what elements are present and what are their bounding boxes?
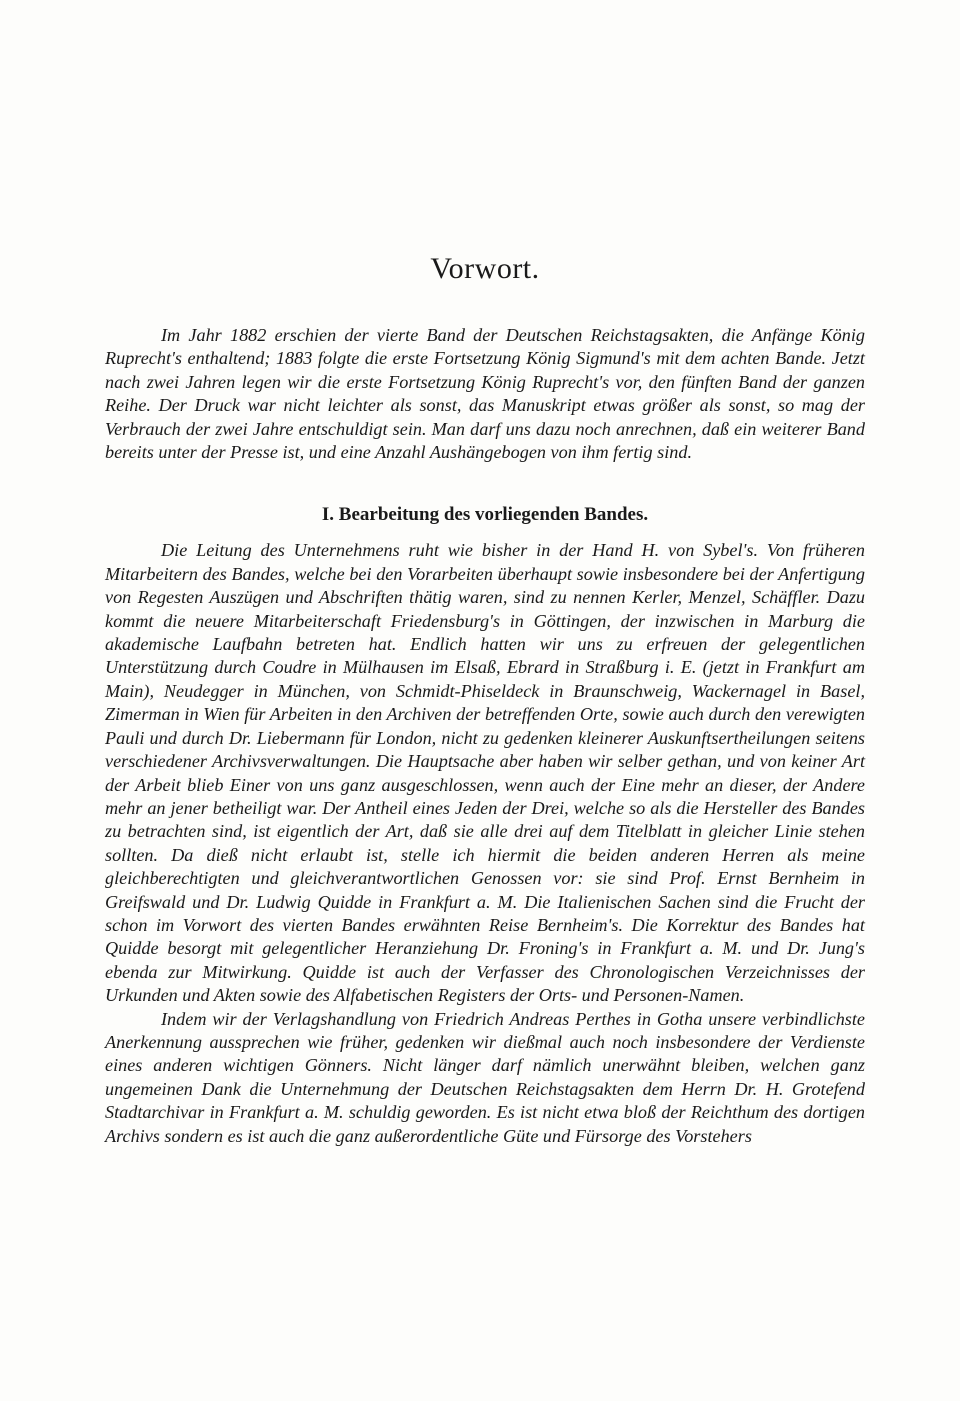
document-page [105,252,865,1148]
intro-paragraph: Im Jahr 1882 erschien der vierte Band der Deutschen Reichstagsakten, die Anfänge König Ruprecht's enthaltend; 1883 folgte die erste Fortsetzung König Sigmund's mit dem achten Bande. Jetzt nach zwei Jahren legen wir die erste Fortsetzung König Ruprecht's vor, den fünften Band der ganzen Reihe. Der Druck war nicht leichter als sonst, das Manuskript etwas größer als sonst, so mag der Verbrauch der zwei Jahre entschuldigt sein. Man darf uns dazu noch anrechnen, daß ein weiterer Band bereits unter der Presse ist, und eine Anzahl Aushängebogen von ihm fertig sind. [105,325,865,463]
body-paragraph-2: Indem wir der Verlagshandlung von Friedrich Andreas Perthes in Gotha unsere verbindlichste Anerkennung aussprechen wie früher, gedenken wir dießmal auch noch insbesondere der Verdienste eines anderen wichtigen Gönners. Nicht länger darf nämlich unerwähnt bleiben, welchen ganz ungemeinen Dank die Unternehmung der Deutschen Reichstagsakten dem Herrn Dr. H. Grotefend Stadtarchivar in Frankfurt a. M. schuldig geworden. Es ist nicht etwa bloß der Reichthum des dortigen Archivs sondern es ist auch die ganz außerordentliche Güte und Fürsorge des Vorstehers [105,1008,865,1146]
page-title: Vorwort. [430,252,540,285]
section-heading: I. Bearbeitung des vorliegenden Bandes. [321,504,649,526]
body-paragraph-1: Die Leitung des Unternehmens ruht wie bisher in der Hand H. von Sybel's. Von früheren Mitarbeitern des Bandes, welche bei den Vorarbeiten überhaupt sowie insbesondere bei der Anfertigung von Regesten Auszügen und Abschriften thätig waren, sind zu nennen Kerler, Menzel, Schäffler. Dazu kommt die neuere Mitarbeiterschaft Friedensburg's in Göttingen, der inzwischen in Marburg die akademische Laufbahn betreten hat. Endlich hatten wir uns zu erfreuen der gelegentlichen Unterstützung durch Coudre in Mülhausen im Elsaß, Ebrard in Straßburg i. E. (jetzt in Frankfurt am Main), Neudegger in München, von Schmidt-Phiseldeck in Braunschweig, Wackernagel in Basel, Zimerman in Wien für Arbeiten in den Archiven der betreffenden Orte, sowie auch durch den verewigten Pauli und durch Dr. Liebermann für London, nicht zu gedenken kleinerer Auskunftsertheilungen seitens verschiedener Archivsverwaltungen. Die Hauptsache aber haben wir selber gethan, und von keiner Art der Arbeit blieb Einer von uns ganz ausgeschlossen, wenn auch der Eine mehr an dieser, der Andere mehr an jener betheiligt war. Der Antheil eines Jeden der Drei, welche so als die Hersteller des Bandes zu betrachten sind, ist eigentlich der Art, daß sie alle drei auf dem Titelblatt in gleicher Linie stehen sollten. Da dieß nicht erlaubt ist, stelle ich hiermit die beiden anderen Herren als meine gleichberechtigten und gleichverantwortlichen Genossen vor: sie sind Prof. Ernst Bernheim in Greifswald und Dr. Ludwig Quidde in Frankfurt a. M. Die Italienischen Sachen sind die Frucht der schon im Vorwort des vierten Bandes erwähnten Reise Bernheim's. Die Korrektur des Bandes hat Quidde besorgt mit gelegentlicher Heranziehung Dr. Froning's in Frankfurt a. M. und Dr. Jung's ebenda zur Mitwirkung. Quidde ist auch der Verfasser des Chronologischen Verzeichnisses der Urkunden und Akten sowie des Alfabetischen Registers der Orts- und Personen-Namen. [105,540,865,1006]
